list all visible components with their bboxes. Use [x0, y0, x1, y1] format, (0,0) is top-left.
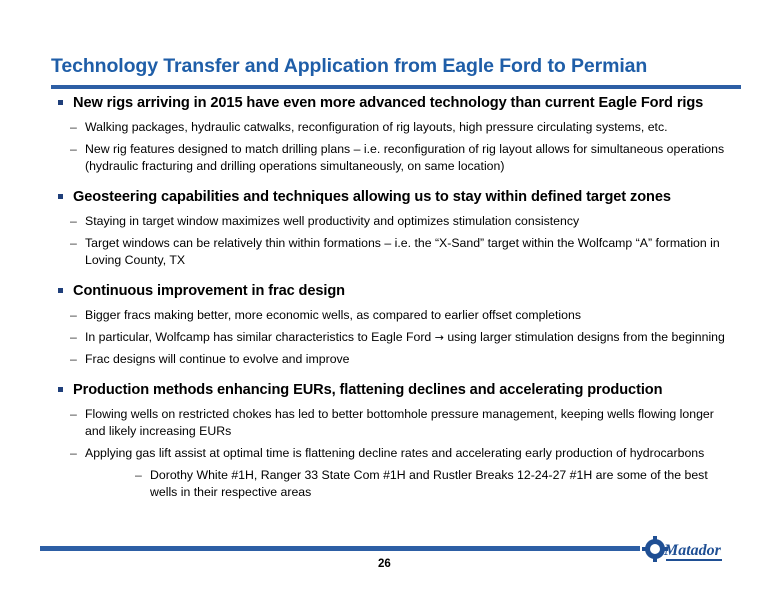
dash-bullet-icon: – [70, 330, 77, 344]
square-bullet-icon [58, 387, 63, 392]
section-heading: Continuous improvement in frac design [56, 282, 756, 301]
list-item: – Bigger fracs making better, more economic wells, as compared to earlier offset completions [70, 308, 581, 322]
list-item: – Flowing wells on restricted chokes has led to better bottomhole pressure management, keeping wells flowing longer and likely increasing EURs [70, 407, 714, 438]
list-item: – Target windows can be relatively thin within formations – i.e. the “X-Sand” target within the Wolfcamp “A” formation in Loving County, TX [70, 236, 720, 267]
list-item: – In particular, Wolfcamp has similar characteristics to Eagle Ford → using larger stimulation designs from the beginning [70, 330, 725, 344]
list-item: – Staying in target window maximizes well productivity and optimizes stimulation consistency [70, 214, 580, 228]
title-underline [51, 85, 741, 89]
dash-bullet-icon: – [70, 407, 77, 421]
list-item: – Walking packages, hydraulic catwalks, reconfiguration of rig layouts, high pressure circulating systems, etc. [70, 120, 668, 134]
page-number: 26 [378, 558, 391, 570]
square-bullet-icon [58, 194, 63, 199]
section-frac-design [56, 282, 756, 368]
dash-bullet-icon: – [70, 308, 77, 322]
section-production-methods [56, 381, 756, 501]
right-arrow-icon: → [434, 331, 444, 344]
section-new-rigs [56, 94, 756, 175]
dash-bullet-icon: – [70, 352, 77, 366]
dash-bullet-icon: – [70, 214, 77, 228]
section-heading: New rigs arriving in 2015 have even more advanced technology than current Eagle Ford rigs [56, 94, 756, 113]
slide-title: Technology Transfer and Application from Eagle Ford to Permian [51, 55, 648, 77]
dash-bullet-icon: – [70, 120, 77, 134]
section-heading: Geosteering capabilities and techniques allowing us to stay within defined target zones [56, 188, 756, 207]
dash-bullet-icon: – [70, 236, 77, 250]
list-item: – Applying gas lift assist at optimal time is flattening decline rates and accelerating early production of hydrocarbons [70, 446, 705, 460]
square-bullet-icon [58, 288, 63, 293]
list-item: – Frac designs will continue to evolve and improve [70, 352, 350, 366]
list-item: – New rig features designed to match drilling plans – i.e. reconfiguration of rig layout allows for simultaneous operations (hydraulic fracturing and drilling operations simultaneously, on same location) [70, 142, 725, 173]
dash-bullet-icon: – [135, 468, 142, 482]
section-heading: Production methods enhancing EURs, flattening declines and accelerating production [56, 381, 756, 400]
matador-logo-icon [642, 528, 726, 570]
dash-bullet-icon: – [70, 446, 77, 460]
nested-list-item: – Dorothy White #1H, Ranger 33 State Com #1H and Rustler Breaks 12-24-27 #1H are some of the best wells in their respective areas [135, 468, 708, 499]
square-bullet-icon [58, 100, 63, 105]
section-geosteering [56, 188, 756, 269]
logo-wordmark: Matador [664, 542, 721, 559]
slide-content [56, 94, 756, 514]
dash-bullet-icon: – [70, 142, 77, 156]
footer-rule [40, 546, 640, 551]
